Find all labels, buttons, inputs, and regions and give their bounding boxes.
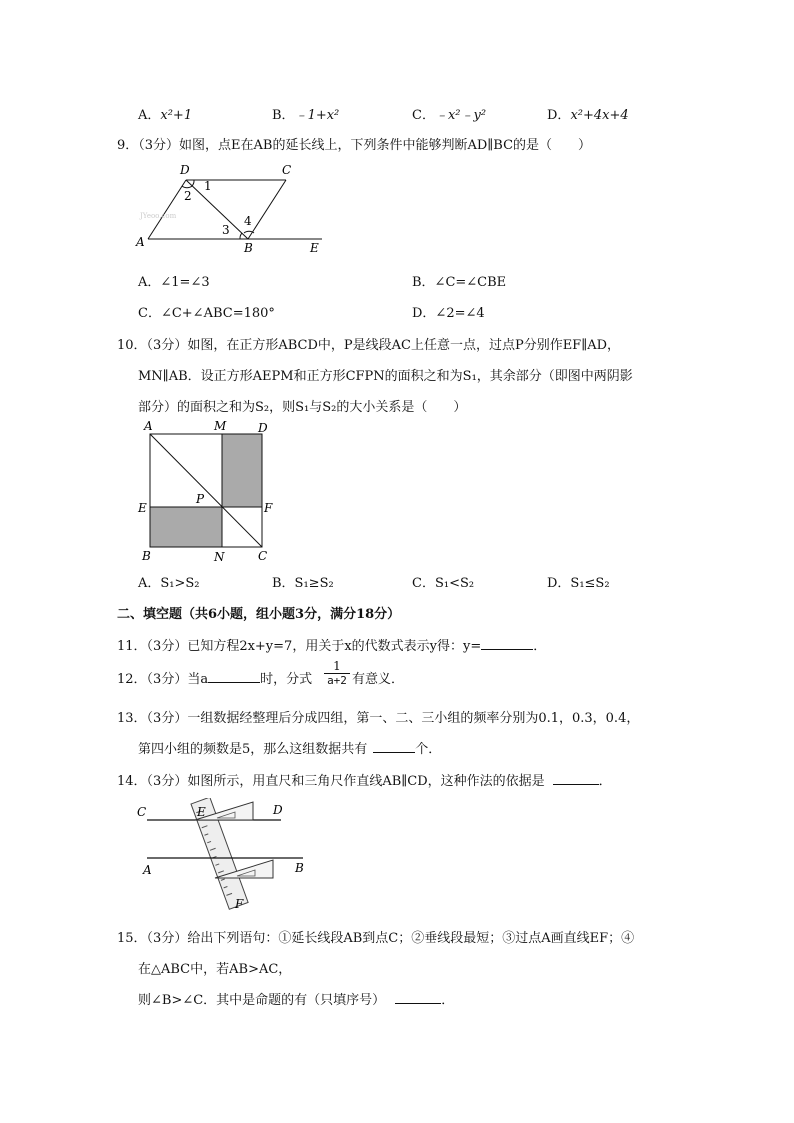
q10-label-b: B	[142, 549, 151, 563]
q14-figure	[135, 798, 315, 916]
q9-figure	[130, 158, 330, 256]
q12-numerator: 1	[333, 659, 341, 673]
q10-label-c: C	[258, 549, 268, 563]
q8-option-a: A．x²+1	[138, 108, 193, 123]
q8-option-d: D．x²+4x+4	[547, 108, 629, 123]
q10-label-a: A	[144, 419, 153, 433]
q9-text: 9．（3分）如图，点E在AB的延长线上，下列条件中能够判断AD∥BC的是（ ）	[117, 138, 592, 153]
q14-label-e: E	[197, 805, 206, 819]
q14-label-d: D	[273, 803, 283, 817]
q9-option-a: A．∠1=∠3	[138, 275, 210, 290]
q12-denominator: a+2	[327, 674, 347, 687]
q9-label-d: D	[180, 163, 190, 177]
q15-text-line3: 则∠B>∠C．其中是命题的有（只填序号） ．	[138, 993, 455, 1008]
q9-angle-2: 2	[184, 189, 192, 203]
q14-answer-blank	[553, 772, 599, 785]
q15-answer-blank	[395, 991, 441, 1004]
q10-text-line2: MN∥AB．设正方形AEPM和正方形CFPN的面积之和为S₁，其余部分（即图中两阴影	[138, 369, 633, 384]
q9-label-b: B	[244, 241, 253, 255]
q12-suffix: 有意义．	[352, 672, 405, 687]
q14-text: 14．（3分）如图所示，用直尺和三角尺作直线AB∥CD，这种作法的依据是 ．	[117, 774, 612, 789]
q8-option-b: B．﹣1+x²	[272, 108, 340, 123]
q14-label-a: A	[143, 863, 152, 877]
q12-fraction	[324, 660, 350, 688]
q12-answer-blank	[208, 670, 260, 683]
q13-text-line1: 13．（3分）一组数据经整理后分成四组，第一、二、三小组的频率分别为0.1，0.3，0.4，	[117, 711, 640, 726]
q9-option-c: C．∠C+∠ABC=180°	[138, 306, 275, 321]
q9-angle-3: 3	[222, 223, 230, 237]
q9-label-c: C	[282, 163, 292, 177]
q14-label-f: F	[235, 897, 244, 911]
q10-label-f: F	[264, 501, 273, 515]
section2-header: 二、填空题（共6小题，组小题3分，满分18分）	[117, 607, 401, 622]
q9-option-b: B．∠C=∠CBE	[412, 275, 507, 290]
q10-label-n: N	[214, 550, 225, 564]
q10-option-c: C．S₁<S₂	[412, 576, 475, 591]
q13-text-line2: 第四小组的频数是5，那么这组数据共有 个．	[138, 742, 442, 757]
q12-text: 12．（3分）当a 时，分式	[117, 672, 313, 687]
q10-option-a: A．S₁>S₂	[138, 576, 200, 591]
q9-label-e: E	[310, 241, 319, 255]
q14-label-b: B	[295, 861, 304, 875]
q8-option-c: C．﹣x²﹣y²	[412, 108, 487, 123]
watermark: JYeoo.com	[140, 212, 177, 220]
q9-label-a: A	[136, 235, 145, 249]
q14-label-c: C	[137, 805, 147, 819]
q10-option-d: D．S₁≤S₂	[547, 576, 610, 591]
q10-label-e: E	[138, 501, 147, 515]
q11-answer-blank	[481, 637, 533, 650]
q10-text-line1: 10．（3分）如图，在正方形ABCD中，P是线段AC上任意一点，过点P分别作EF∥AD，	[117, 338, 621, 353]
q15-text-line1: 15．（3分）给出下列语句：①延长线段AB到点C；②垂线段最短；③过点A画直线EF；④	[117, 931, 635, 946]
q10-label-m: M	[214, 419, 227, 433]
q15-text-line2: 在△ABC中，若AB>AC，	[138, 962, 292, 977]
q11-text: 11．（3分）已知方程2x+y=7，用关于x的代数式表示y得：y= ．	[117, 639, 547, 654]
q9-option-d: D．∠2=∠4	[412, 306, 485, 321]
q13-answer-blank	[373, 740, 415, 753]
q9-angle-1: 1	[204, 179, 212, 193]
q10-label-p: P	[196, 492, 205, 506]
q10-figure	[136, 418, 276, 566]
q10-option-b: B．S₁≥S₂	[272, 576, 334, 591]
q10-text-line3: 部分）的面积之和为S₂，则S₁与S₂的大小关系是（ ）	[138, 400, 467, 415]
q10-label-d: D	[258, 421, 268, 435]
q9-angle-4: 4	[244, 214, 252, 228]
